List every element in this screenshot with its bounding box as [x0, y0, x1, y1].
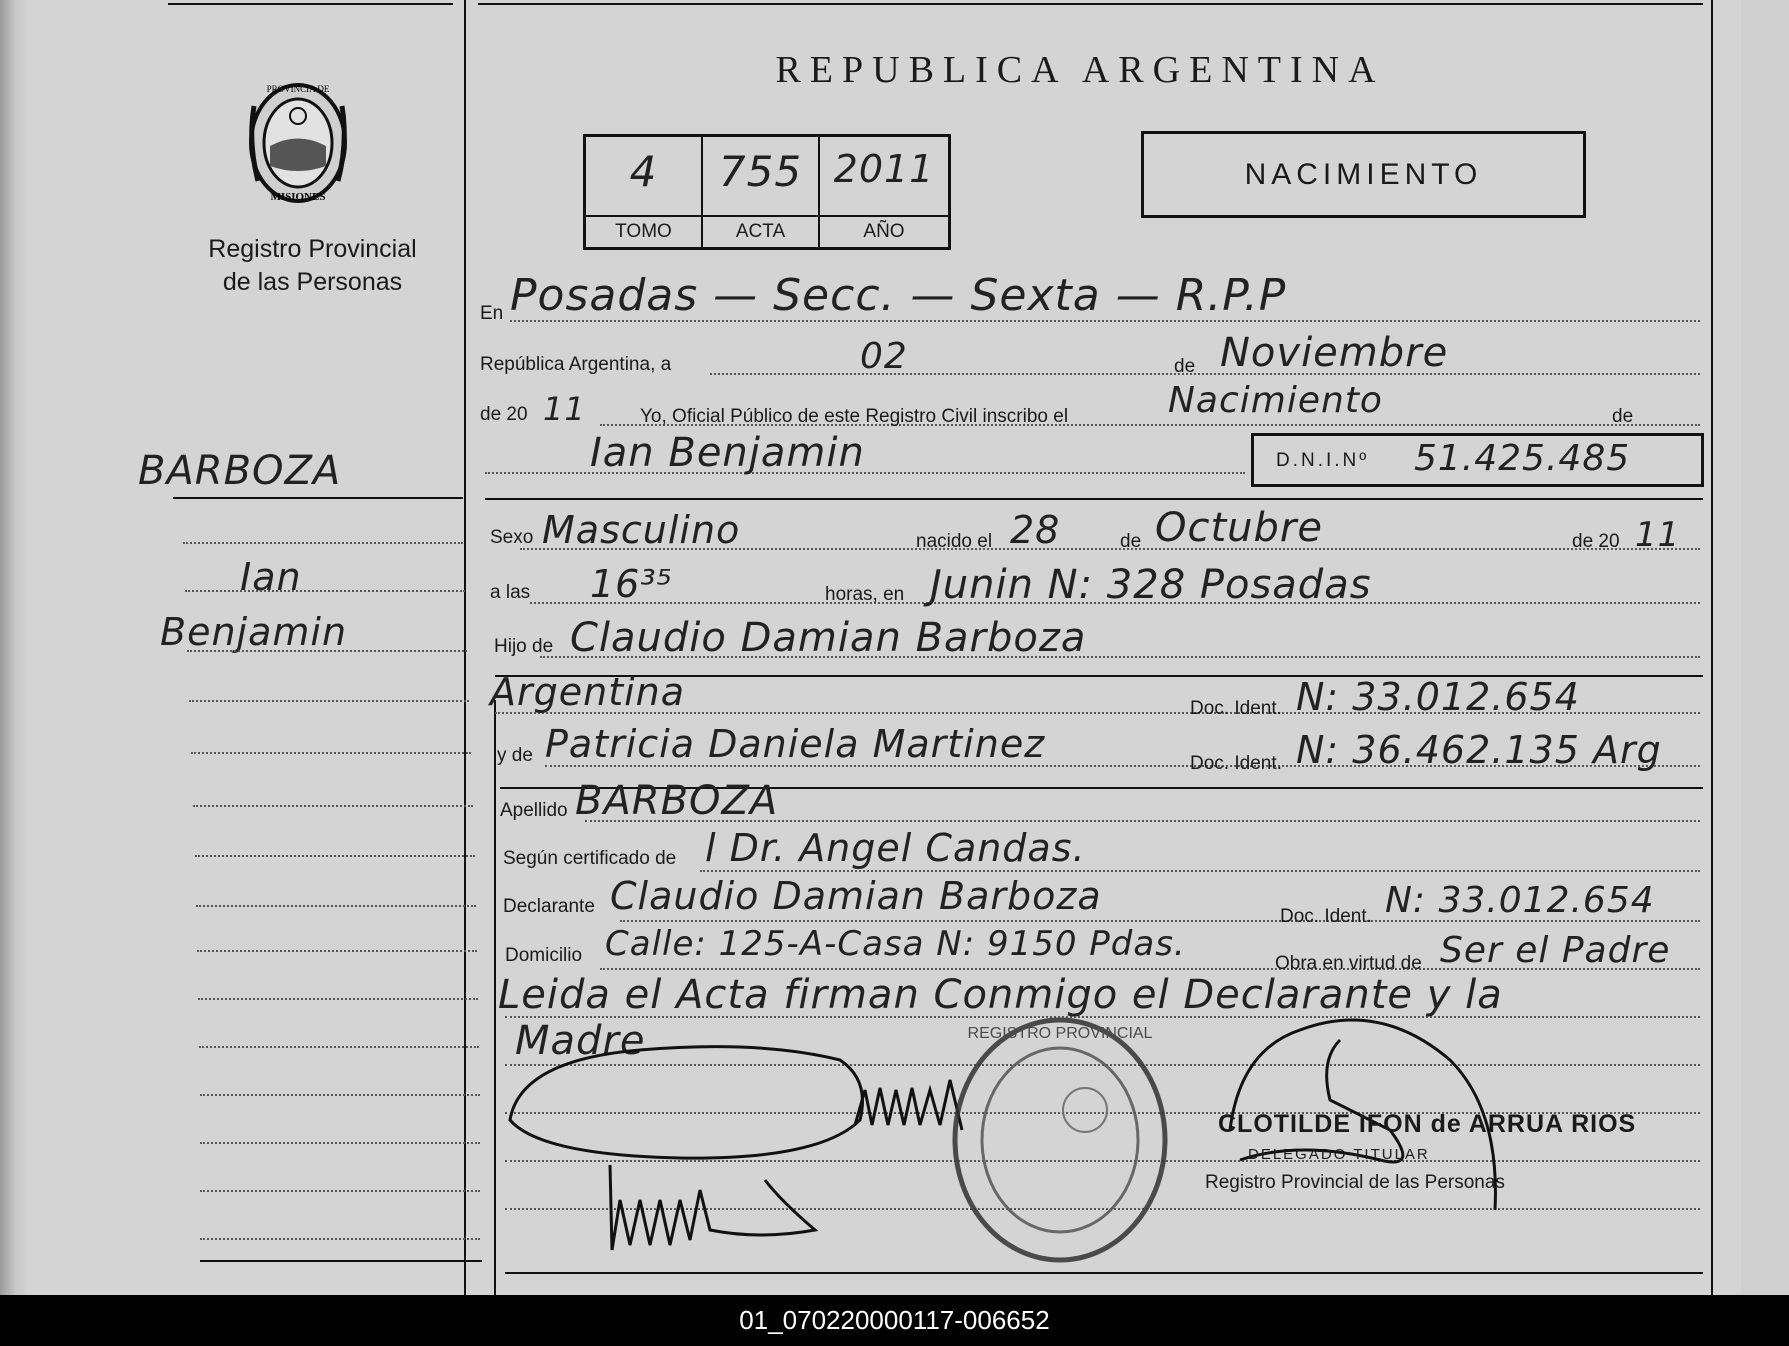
logo-text-top: PROVINCIA DE — [266, 84, 330, 94]
act-type-box: NACIMIENTO — [1141, 131, 1586, 218]
mother-name: Patricia Daniela Martinez — [545, 722, 1046, 766]
margin-name-2: Benjamin — [160, 610, 348, 654]
officer-title: DELEGADO TITULAR — [1248, 1146, 1430, 1163]
place-value: Junin N: 328 Posadas — [930, 562, 1372, 608]
nacido-label: nacido el — [916, 531, 993, 552]
day-value: 02 — [860, 336, 908, 377]
declarante-label: Declarante — [503, 896, 595, 917]
hijo-label: Hijo de — [494, 636, 554, 657]
tomo-value: 4 — [629, 147, 658, 196]
father-doc: N: 33.012.654 — [1296, 675, 1580, 719]
apellido-value: BARBOZA — [575, 778, 779, 824]
margin-name-1: Ian — [240, 555, 302, 599]
doc-ident-label-father: Doc. Ident. — [1190, 698, 1282, 719]
org-line-2: de las Personas — [222, 268, 403, 296]
alas-label: a las — [490, 582, 531, 603]
mother-doc: N: 36.462.135 Arg — [1296, 728, 1662, 772]
declarante-value: Claudio Damian Barboza — [610, 874, 1102, 918]
yde-label: y de — [497, 745, 533, 766]
margin-surname: BARBOZA — [138, 448, 342, 494]
en-value: Posadas — Secc. — Sexta — R.P.P — [510, 270, 1287, 321]
org-line-1: Registro Provincial — [208, 235, 417, 263]
month-value: Noviembre — [1220, 330, 1449, 376]
horas-label: horas, en — [825, 584, 905, 605]
seal-text: REGISTRO PROVINCIAL — [967, 1025, 1153, 1042]
en-label: En — [480, 303, 504, 324]
year-value: 11 — [543, 390, 586, 428]
logo-text-bottom: MISIONES — [270, 191, 326, 203]
domicilio-value: Calle: 125-A-Casa N: 9150 Pdas. — [605, 924, 1186, 964]
segun-label: Según certificado de — [503, 848, 677, 869]
apellido-label: Apellido — [500, 800, 568, 821]
sexo-label: Sexo — [490, 527, 534, 548]
country-title: REPUBLICA ARGENTINA — [775, 49, 1385, 91]
republica-label: República Argentina, a — [480, 354, 672, 375]
anio-value: 2011 — [833, 147, 935, 191]
birth-year-prefix: de 20 — [1572, 531, 1620, 552]
de-label-3: de — [1120, 531, 1142, 552]
sexo-value: Masculino — [542, 508, 741, 552]
extra-line-2: Madre — [515, 1018, 646, 1064]
acta-label: ACTA — [703, 215, 818, 247]
inscribo-label: Yo, Oficial Público de este Registro Civil inscribo el — [640, 406, 1069, 427]
year-prefix: de 20 — [480, 404, 528, 425]
birth-month: Octubre — [1155, 505, 1323, 551]
birth-day: 28 — [1010, 508, 1061, 552]
person-name: Ian Benjamin — [590, 430, 865, 476]
obra-value: Ser el Padre — [1440, 930, 1671, 971]
declarant-signature-strokes — [855, 1080, 962, 1130]
segun-value: l Dr. Angel Candas. — [705, 826, 1086, 870]
dni-value: 51.425.485 — [1414, 438, 1631, 479]
obra-label: Obra en virtud de — [1275, 953, 1422, 974]
de-label: de — [1174, 356, 1196, 377]
doc-ident-label-mother: Doc. Ident. — [1190, 753, 1282, 774]
father-nationality: Argentina — [490, 670, 686, 714]
image-id-footer: 01_070220000117-006652 — [0, 1295, 1789, 1346]
dni-label: D.N.I.Nº — [1276, 450, 1370, 471]
mother-signature — [610, 1165, 815, 1250]
anio-label: AÑO — [820, 215, 948, 247]
domicilio-label: Domicilio — [505, 945, 583, 966]
declarante-doc: N: 33.012.654 — [1385, 880, 1655, 921]
officer-signature-strokes — [1240, 1040, 1403, 1162]
officer-organization: Registro Provincial de las Personas — [1205, 1172, 1505, 1193]
acta-value: 755 — [718, 147, 803, 196]
declarant-signature — [510, 1047, 863, 1158]
inscribo-value: Nacimiento — [1168, 380, 1383, 421]
officer-name: CLOTILDE IFON de ARRUA RIOS — [1218, 1110, 1637, 1138]
birth-year: 11 — [1635, 515, 1681, 555]
official-seal — [955, 1020, 1165, 1260]
tomo-label: TOMO — [586, 215, 701, 247]
doc-ident-label-declarante: Doc. Ident. — [1280, 906, 1372, 927]
extra-line-1: Leida el Acta firman Conmigo el Declarante y la — [498, 972, 1503, 1018]
father-name: Claudio Damian Barboza — [570, 615, 1087, 661]
hour-value: 16³⁵ — [590, 562, 673, 606]
de-label-2: de — [1612, 406, 1634, 427]
